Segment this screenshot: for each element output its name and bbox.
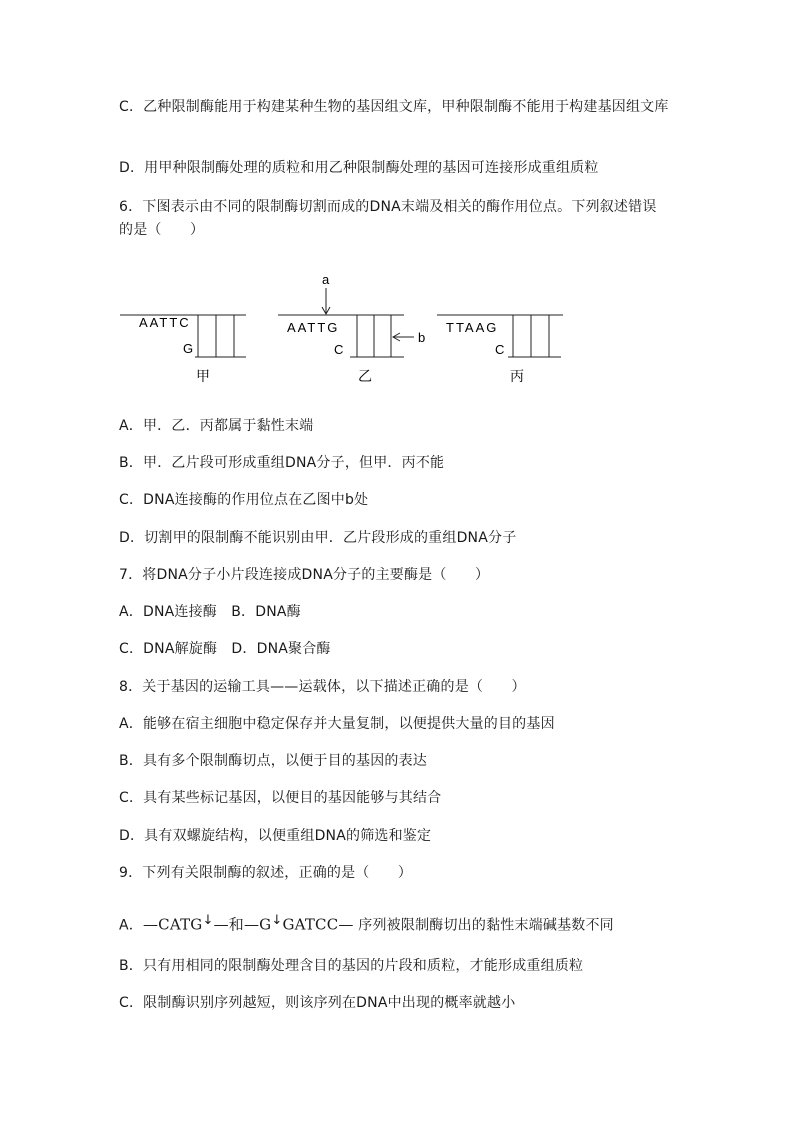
q7-options-ab: A．DNA连接酶 B．DNA酶 xyxy=(119,604,301,620)
q9-option-a xyxy=(119,910,689,937)
bing-bottom-seq: C xyxy=(495,342,505,357)
q6-option-d: D．切割甲的限制酶不能识别由甲．乙片段形成的重组DNA分子 xyxy=(119,530,517,546)
q9-a-seq1: —CATG xyxy=(142,915,203,934)
q8-option-a: A．能够在宿主细胞中稳定保存并大量复制，以便提供大量的目的基因 xyxy=(119,716,555,732)
q7-options-cd: C．DNA解旋酶 D．DNA聚合酶 xyxy=(119,641,331,657)
q9-option-c: C．限制酶识别序列越短，则该序列在DNA中出现的概率就越小 xyxy=(119,995,516,1011)
q9-a-prefix: A． xyxy=(119,917,143,934)
bing-label: 丙 xyxy=(510,368,524,384)
figure-yi xyxy=(278,272,425,384)
cut-arrow-icon: ↓ xyxy=(271,913,283,928)
q9-a-suffix: 序列被限制酶切出的黏性末端碱基数不同 xyxy=(358,917,614,934)
figure-jia xyxy=(120,315,246,384)
q9-a-mid: —和—G xyxy=(213,915,272,934)
arrow-a-label: a xyxy=(322,272,330,287)
figure-bing xyxy=(437,315,563,384)
q8-option-b: B．具有多个限制酶切点，以便于目的基因的表达 xyxy=(119,753,428,769)
q7-stem: 7．将DNA分子小片段连接成DNA分子的主要酶是（ ） xyxy=(119,567,490,583)
yi-bottom-seq: C xyxy=(334,342,344,357)
q8-stem: 8．关于基因的运输工具——运载体，以下描述正确的是（ ） xyxy=(119,679,526,695)
q6-option-a: A．甲．乙．丙都属于黏性末端 xyxy=(119,418,314,434)
q8-option-c: C．具有某些标记基因，以便目的基因能够与其结合 xyxy=(119,790,442,806)
q6-figure xyxy=(0,262,794,392)
yi-top-seq: AATTG xyxy=(287,320,340,335)
q9-stem: 9．下列有关限制酶的叙述，正确的是（ ） xyxy=(119,865,413,881)
bing-top-seq: TTAAG xyxy=(446,320,499,335)
q6-stem-line1: 6．下图表示由不同的限制酶切割而成的DNA末端及相关的酶作用位点。下列叙述错误 xyxy=(119,199,657,215)
jia-top-seq: AATTC xyxy=(139,315,191,330)
yi-label: 乙 xyxy=(358,368,372,384)
jia-bottom-seq: G xyxy=(183,341,194,356)
q9-a-seq2: GATCC— xyxy=(282,915,354,934)
cut-arrow-icon: ↓ xyxy=(202,913,214,928)
q6-option-b: B．甲．乙片段可形成重组DNA分子，但甲．丙不能 xyxy=(119,455,445,471)
jia-label: 甲 xyxy=(196,368,210,384)
arrow-b-label: b xyxy=(418,330,426,345)
q6-option-c: C．DNA连接酶的作用位点在乙图中b处 xyxy=(119,492,369,508)
option-d-prev: D．用甲种限制酶处理的质粒和用乙种限制酶处理的基因可连接形成重组质粒 xyxy=(119,160,599,176)
q8-option-d: D．具有双螺旋结构，以便重组DNA的筛选和鉴定 xyxy=(119,828,432,844)
q6-stem-line2: 的是（ ） xyxy=(119,222,205,238)
q9-option-b: B．只有用相同的限制酶处理含目的基因的片段和质粒，才能形成重组质粒 xyxy=(119,958,584,974)
option-c-prev: C．乙种限制酶能用于构建某种生物的基因组文库，甲种限制酶不能用于构建基因组文库 xyxy=(119,99,669,115)
